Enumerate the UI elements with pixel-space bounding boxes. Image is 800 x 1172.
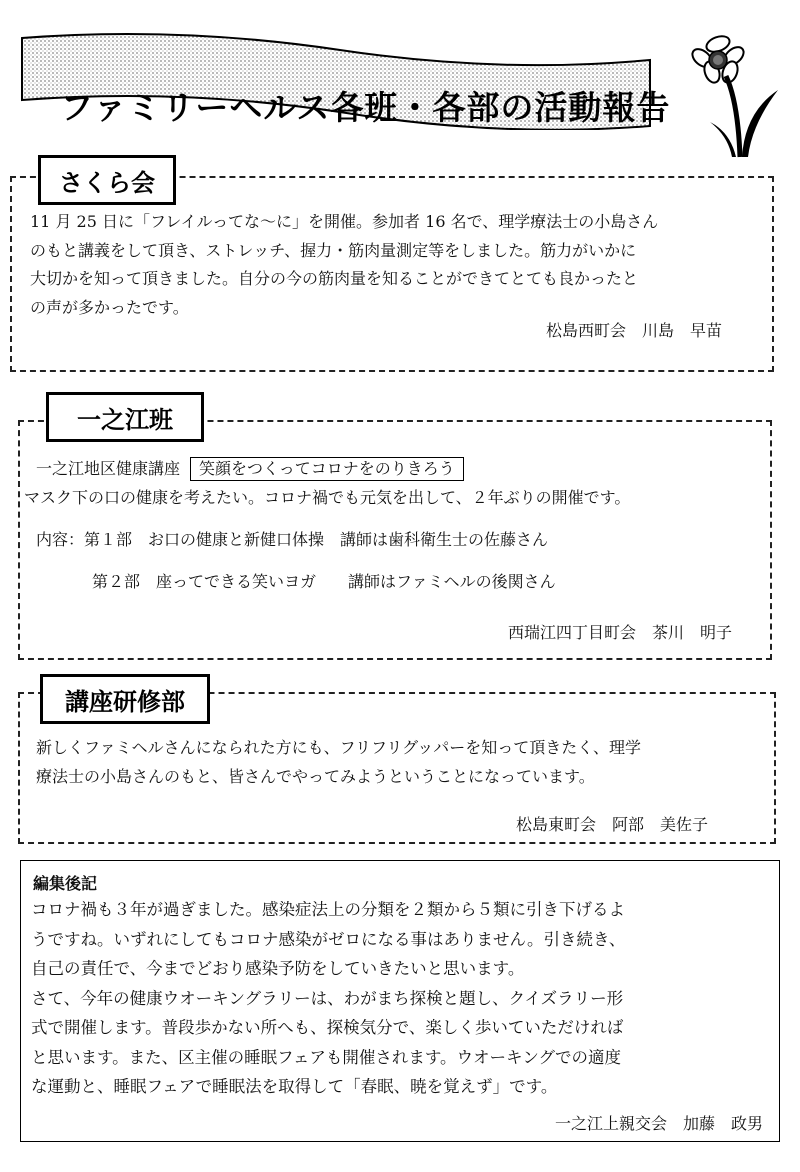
section-heading-koza: 講座研修部 [40,674,210,724]
notes-text: コロナ禍も３年が過ぎました。感染症法上の分類を２類から５類に引き下げるよ うですね。いずれにしてもコロナ感染がゼロになる事はありません。引き続き、 自己の責任で、今までどおり感染予防をしていきたいと思います。 さて、今年の健康ウオーキングラリーは、わがまち探検と題し、クイズラリー形 式で開催します。普段歩かない所へも、探検気分で、楽しく歩いていただければ と思います。また、区主催の睡眠フェアも開催されます。ウオーキングでの適度 な運動と、睡眠フェアで睡眠法を取得して「春眠、暁を覚えず」です。 [31,900,626,1096]
section-ichinoe-line: マスク下の口の健康を考えたい。コロナ禍でも元気を出して、２年ぶりの開催です。 [24,488,631,507]
section-ichinoe-intro: 一之江地区健康講座 笑顔をつくってコロナをのりきろう [36,455,464,484]
section-koza-text: 新しくファミヘルさんになられた方にも、フリフリグッパーを知って頂きたく、理学 療法士の小島さんのもと、皆さんでやってみようということになっています。 [36,738,641,786]
section-koza-author: 松島東町会 阿部 美佐子 [515,815,708,834]
section-heading-ichinoe: 一之江班 [46,392,204,442]
section-sakura-author: 松島西町会 川島 早苗 [545,321,722,340]
event-title-box: 笑顔をつくってコロナをのりきろう [190,457,464,481]
notes-heading: 編集後記 [33,874,98,893]
section-ichinoe-part1: 内容：第１部 お口の健康と新健口体操 講師は歯科衛生士の佐藤さん [36,530,549,549]
section-ichinoe-part2: 第２部 座ってできる笑いヨガ 講師はファミヘルの後関さん [92,572,556,591]
page-title: ファミリーヘルス各班・各部の活動報告 [60,88,671,127]
section-heading-sakura: さくら会 [38,155,176,205]
section-ichinoe-author: 西瑞江四丁目町会 茶川 明子 [507,623,732,642]
daffodil-icon [690,32,785,166]
section-sakura-text: 11 月 25 日に「フレイルってな～に」を開催。参加者 16 名で、理学療法士の小島さん のもと講義をして頂き、ストレッチ、握力・筋肉量測定等をしました。筋力がいかに 大切かを知って頂きました。自分の今の筋肉量を知ることができてとても良かったと の声が多かったです。 [30,212,659,317]
editor-notes [20,860,780,1142]
notes-author: 一之江上親交会 加藤 政男 [554,1114,763,1133]
title-banner [20,28,670,130]
